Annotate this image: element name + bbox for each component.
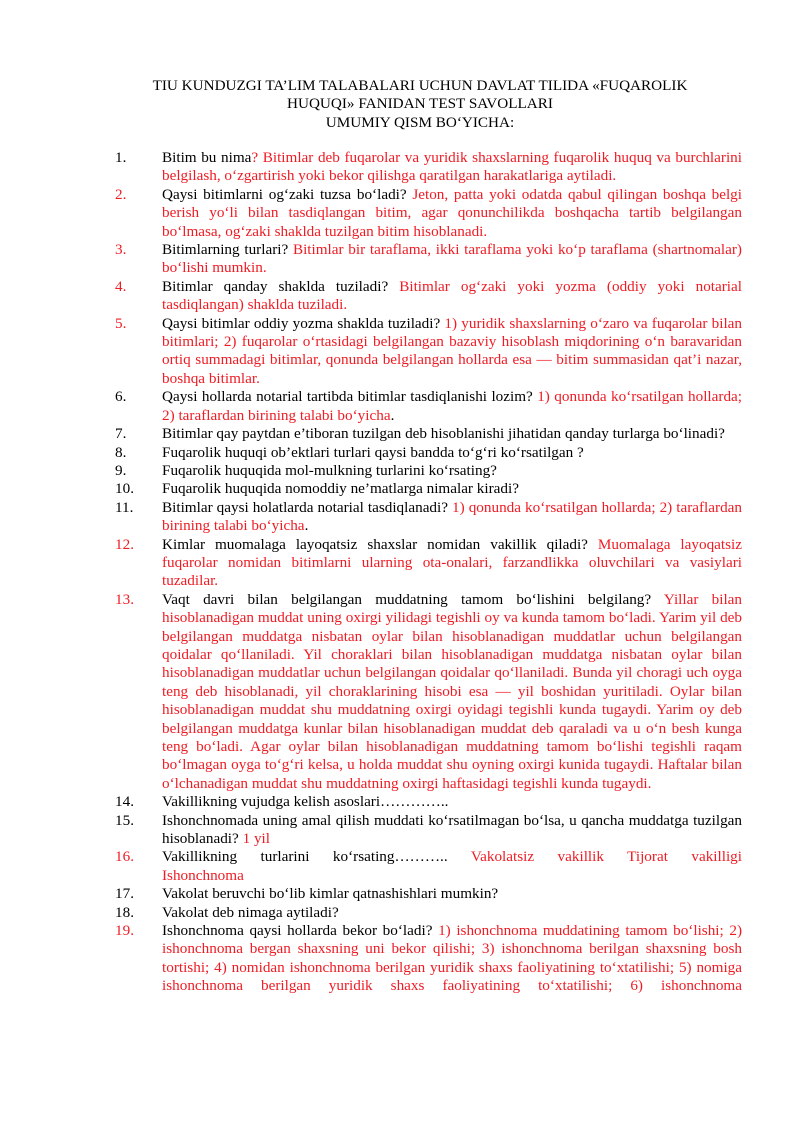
question-text: Qaysi bitimlar oddiy yozma shaklda tuziladi? <box>162 314 441 332</box>
answer-text: Yillar bilan hisoblanadigan muddat uning oxirgi yilidagi tegishli oy va kunda tamom bo‘ladi. Yarim yil deb belgilangan muddatga nisbatan oylar bilan hisoblanadigan muddatlar uchun belgilangan qoidalar qo‘llaniladi. Yil choraklari bilan hisoblanadigan muddatga nisbatan oylar bilan hisoblanadigan muddatlar uchun belgilangan qoidalar qo‘llaniladi. Bunda yil choragi uch oyga teng deb hisoblanadi, yil choraklarining hisobi esa — yil boshidan yuritiladi. Oylar bilan hisoblanadigan muddat shu muddatning oxirgi oyidagi tegishli kunda tugaydi. Yarim oy deb belgilangan muddatga kunlar bilan hisoblanadigan muddat deb qaraladi va u o‘n besh kunga teng bo‘ladi. Agar oylar bilan hisoblanadigan muddatning tamom bo‘lishi tegishli raqam bo‘lmagan oyga to‘g‘ri kelsa, u holda muddat shu oyning oxirgi kunida tugaydi. Haftalar bilan o‘lchanadigan muddat shu muddatning oxirgi haftasidagi tegishli kunda tugaydi. <box>162 590 743 792</box>
question-item-10 <box>0 480 800 498</box>
question-text: Vakillikning vujudga kelish asoslari………….. <box>162 793 449 811</box>
question-item-8 <box>0 444 800 462</box>
question-item-5 <box>0 315 800 389</box>
question-item-14 <box>0 793 800 811</box>
question-text: Bitimlar qay paytdan e’tiboran tuzilgan deb hisoblanishi jihatidan qanday turlarga bo‘linadi? <box>162 425 725 443</box>
question-item-18 <box>0 904 800 922</box>
question-item-6 <box>0 388 800 425</box>
answer-tail: . <box>390 406 395 424</box>
question-text: Ishonchnoma qaysi hollarda bekor bo‘ladi? <box>162 922 433 940</box>
question-text: Vaqt davri bilan belgilangan muddatning tamom bo‘lishini belgilang? <box>162 590 652 608</box>
question-text: Kimlar muomalaga layoqatsiz shaxslar nomidan vakillik qiladi? <box>162 535 588 553</box>
question-number: 17. <box>115 885 134 903</box>
question-number: 14. <box>115 793 134 811</box>
question-item-11 <box>0 499 800 536</box>
question-text: Fuqarolik huquqida mol-mulkning turlarini ko‘rsating? <box>162 461 497 479</box>
question-text: Vakillikning turlarini ko‘rsating……….. <box>162 848 448 866</box>
answer-text: Bitimlar bir taraflama, ikki taraflama yoki ko‘p taraflama (shartnomalar) bo‘lishi mumkin. <box>162 241 742 277</box>
question-number: 15. <box>115 811 134 829</box>
answer-text: Bitimlar og‘zaki yoki yozma (oddiy yoki notarial tasdiqlangan) shaklda tuziladi. <box>162 277 742 314</box>
question-text: Qaysi hollarda notarial tartibda bitimlar tasdiqlanishi lozim? <box>162 388 533 406</box>
question-item-7 <box>0 425 800 443</box>
answer-text: 1 yil <box>238 830 270 848</box>
question-number: 19. <box>115 922 134 940</box>
answer-tail: . <box>304 517 309 535</box>
question-text: Vakolat deb nimaga aytiladi? <box>162 903 339 921</box>
document-header <box>120 77 720 132</box>
question-item-1 <box>0 149 800 186</box>
question-text: Vakolat beruvchi bo‘lib kimlar qatnashishlari mumkin? <box>162 885 499 903</box>
question-item-3 <box>0 241 800 278</box>
question-list <box>0 149 800 996</box>
question-text: Bitimlar qaysi holatlarda notarial tasdiqlanadi? <box>162 498 448 516</box>
question-item-15 <box>0 812 800 849</box>
header-title-line-1: TIU KUNDUZGI TA’LIM TALABALARI UCHUN DAVLAT TILIDA «FUQAROLIK <box>152 77 688 94</box>
answer-text: 1) qonunda ko‘rsatilgan hollarda; 2) taraflardan birining talabi bo‘yicha <box>162 388 743 424</box>
question-item-16 <box>0 848 800 885</box>
question-item-13 <box>0 591 800 793</box>
question-text: Bitimlarning turlari? <box>162 241 289 259</box>
answer-text: Vakolatsiz vakillik Tijorat vakilligi <box>447 848 742 866</box>
answer-text: Jeton, patta yoki odatda qabul qilingan boshqa belgi berish yo‘li bilan tasdiqlangan bitim, agar qonunchilikda boshqacha tartib belgilangan bo‘lmasa, og‘zaki shaklda tuzilgan bitim hisoblanadi. <box>162 185 742 240</box>
header-title-line-2: HUQUQI» FANIDAN TEST SAVOLLARI <box>287 95 553 113</box>
question-number: 8. <box>115 443 127 461</box>
header-subtitle: UMUMIY QISM BO‘YICHA: <box>325 113 515 131</box>
question-item-2 <box>0 186 800 241</box>
question-text: Qaysi bitimlarni og‘zaki tuzsa bo‘ladi? <box>162 185 407 203</box>
question-text: Ishonchnomada uning amal qilish muddati ko‘rsatilmagan bo‘lsa, u qancha muddatga tuzilgan hisoblanadi? <box>162 811 742 848</box>
question-number: 12. <box>115 535 134 553</box>
answer-text: ? Bitimlar deb fuqarolar va yuridik shaxslarning fuqarolik huquq va burchlarini belgilash, o‘zgartirish yoki bekor qilishga qaratilgan harakatlariga aytiladi. <box>162 149 742 185</box>
answer-text: 1) yuridik shaxslarning o‘zaro va fuqarolar bilan bitimlari; 2) fuqarolar o‘rtasidagi belgilangan bazaviy hisoblash miqdorining o‘n baravaridan ortiq summadagi bitimlar, qonunda belgilangan hollarda esa — bitim summasidan qat’i nazar, boshqa bitimlar. <box>162 314 742 387</box>
question-item-12 <box>0 536 800 591</box>
question-number: 6. <box>115 388 127 406</box>
question-number: 5. <box>115 314 127 332</box>
question-number: 4. <box>115 277 127 295</box>
answer-text: 1) qonunda ko‘rsatilgan hollarda; 2) taraflardan birining talabi bo‘yicha <box>162 498 743 535</box>
question-item-17 <box>0 885 800 903</box>
question-number: 2. <box>115 185 127 203</box>
question-item-19 <box>0 922 800 996</box>
question-text: Fuqarolik huquqi ob’ektlari turlari qaysi bandda to‘g‘ri ko‘rsatilgan ? <box>162 443 584 461</box>
question-number: 18. <box>115 903 134 921</box>
question-text: Fuqarolik huquqida nomoddiy ne’matlarga nimalar kiradi? <box>162 480 519 498</box>
answer-text: Muomalaga layoqatsiz fuqarolar nomidan bitimlarni ularning ota-onalari, farzandlikka oluvchilari va vasiylari tuzadilar. <box>162 535 742 590</box>
answer-text-continued: Ishonchnoma <box>162 866 244 884</box>
answer-text: 1) ishonchnoma muddatining tamom bo‘lishi; 2) ishonchnoma bergan shaxsning uni bekor qilishi; 3) ishonchnoma berilgan shaxsning bosh tortishi; 4) nomidan ishonchnoma berilgan yuridik shaxs faoliyatining to‘xtatilishi; 5) nomiga ishonchnoma berilgan yuridik shaxs faoliyatining to‘xtatilishi; 6) ishonchnoma <box>162 922 743 995</box>
question-text: Bitim bu nima <box>162 149 252 166</box>
question-number: 3. <box>115 241 127 259</box>
question-number: 9. <box>115 461 127 479</box>
question-text: Bitimlar qanday shaklda tuziladi? <box>162 277 389 295</box>
question-number: 16. <box>115 848 134 866</box>
question-number: 7. <box>115 425 127 443</box>
question-number: 11. <box>115 498 134 516</box>
question-number: 1. <box>115 149 127 166</box>
question-number: 13. <box>115 590 134 608</box>
question-item-9 <box>0 462 800 480</box>
question-item-4 <box>0 278 800 315</box>
question-number: 10. <box>115 480 134 498</box>
